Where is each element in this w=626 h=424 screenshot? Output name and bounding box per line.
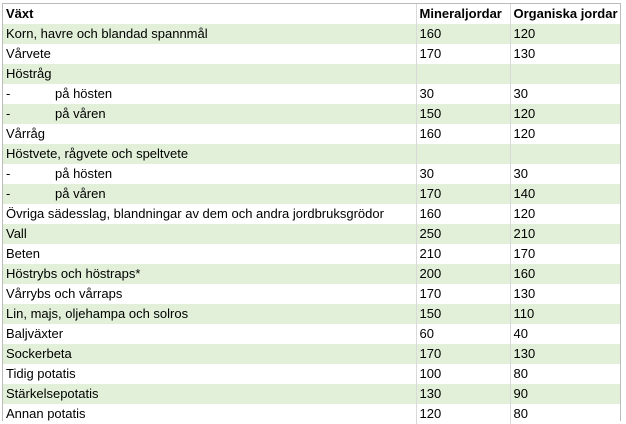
crop-nitrogen-table-frame [2,3,621,421]
crop-name-cell [3,204,416,224]
mineral-soil-value: 150 [416,104,510,124]
crop-name: Vall [6,226,27,241]
organic-soil-value: 140 [510,184,620,204]
crop-name: Stärkelsepotatis [6,386,99,401]
mineral-soil-value: 160 [416,24,510,44]
organic-soil-value: 120 [510,24,620,44]
mineral-soil-value: 170 [416,344,510,364]
mineral-soil-value: 160 [416,204,510,224]
crop-name-cell [3,384,416,404]
mineral-soil-value: 30 [416,84,510,104]
table-row [3,244,620,264]
crop-name-cell [3,284,416,304]
crop-name: Baljväxter [6,326,64,341]
organic-soil-value: 120 [510,124,620,144]
crop-name: på hösten [55,86,113,101]
mineral-soil-value: 130 [416,384,510,404]
organic-soil-value: 80 [510,404,620,424]
mineral-soil-value [416,64,510,84]
table-row [3,144,620,164]
table-row [3,164,620,184]
table-header-row [3,4,620,24]
organic-soil-value: 110 [510,304,620,324]
table-row [3,304,620,324]
crop-name: Sockerbeta [6,346,72,361]
table-row [3,404,620,424]
crop-name-cell [3,344,416,364]
crop-name-cell [3,244,416,264]
crop-name: Tidig potatis [6,366,76,381]
crop-name: Höstråg [6,66,52,81]
mineral-soil-value: 100 [416,364,510,384]
crop-name-cell [3,304,416,324]
mineral-soil-value: 150 [416,304,510,324]
crop-name: Annan potatis [6,406,86,421]
crop-name: Korn, havre och blandad spannmål [6,26,208,41]
crop-name-cell [3,184,416,204]
crop-name-cell [3,84,416,104]
mineral-soil-value: 30 [416,164,510,184]
organic-soil-value: 120 [510,204,620,224]
mineral-soil-value: 170 [416,44,510,64]
crop-name: Lin, majs, oljehampa och solros [6,306,189,321]
crop-name: Höstrybs och höstraps* [6,266,141,281]
organic-soil-value: 120 [510,104,620,124]
mineral-soil-value: 210 [416,244,510,264]
table-row [3,344,620,364]
table-row [3,264,620,284]
crop-name-cell [3,64,416,84]
sub-item-marker: - [6,186,11,201]
organic-soil-value: 160 [510,264,620,284]
crop-name-cell [3,364,416,384]
organic-soil-value: 30 [510,164,620,184]
table-body [3,24,620,424]
table-row [3,24,620,44]
table-row [3,64,620,84]
organic-soil-value: 40 [510,324,620,344]
table-row [3,104,620,124]
crop-name: Vårrybs och vårraps [6,286,123,301]
mineral-soil-value: 60 [416,324,510,344]
crop-name: Höstvete, rågvete och speltvete [6,146,189,161]
header-mineral-soils: Mineraljordar [416,4,510,24]
table-row [3,324,620,344]
mineral-soil-value: 250 [416,224,510,244]
crop-name-cell [3,104,416,124]
mineral-soil-value [416,144,510,164]
crop-name: på våren [55,106,106,121]
mineral-soil-value: 120 [416,404,510,424]
sub-item-marker: - [6,166,11,181]
crop-name-cell [3,24,416,44]
crop-name-cell [3,124,416,144]
mineral-soil-value: 170 [416,184,510,204]
header-crop: Växt [3,4,416,24]
crop-name-cell [3,44,416,64]
crop-name-cell [3,324,416,344]
mineral-soil-value: 160 [416,124,510,144]
crop-name-cell [3,404,416,424]
table-row [3,224,620,244]
organic-soil-value: 80 [510,364,620,384]
organic-soil-value: 130 [510,44,620,64]
crop-name-cell [3,144,416,164]
organic-soil-value [510,144,620,164]
table-row [3,204,620,224]
crop-name: Övriga sädesslag, blandningar av dem och andra jordbruksgrödor [6,206,384,221]
organic-soil-value: 130 [510,344,620,364]
sub-item-marker: - [6,86,11,101]
crop-name: på hösten [55,166,113,181]
table-row [3,284,620,304]
crop-table [3,4,620,424]
table-row [3,84,620,104]
table-row [3,364,620,384]
organic-soil-value: 170 [510,244,620,264]
organic-soil-value: 210 [510,224,620,244]
table-row [3,124,620,144]
crop-name-cell [3,164,416,184]
table-row [3,44,620,64]
crop-name-cell [3,224,416,244]
organic-soil-value [510,64,620,84]
crop-name: Vårråg [6,126,46,141]
organic-soil-value: 90 [510,384,620,404]
crop-name: Vårvete [6,46,51,61]
mineral-soil-value: 200 [416,264,510,284]
crop-name: på våren [55,186,106,201]
header-organic-soils: Organiska jordar [510,4,620,24]
table-row [3,384,620,404]
organic-soil-value: 30 [510,84,620,104]
crop-name: Beten [6,246,40,261]
table-row [3,184,620,204]
sub-item-marker: - [6,106,11,121]
mineral-soil-value: 170 [416,284,510,304]
crop-name-cell [3,264,416,284]
organic-soil-value: 130 [510,284,620,304]
